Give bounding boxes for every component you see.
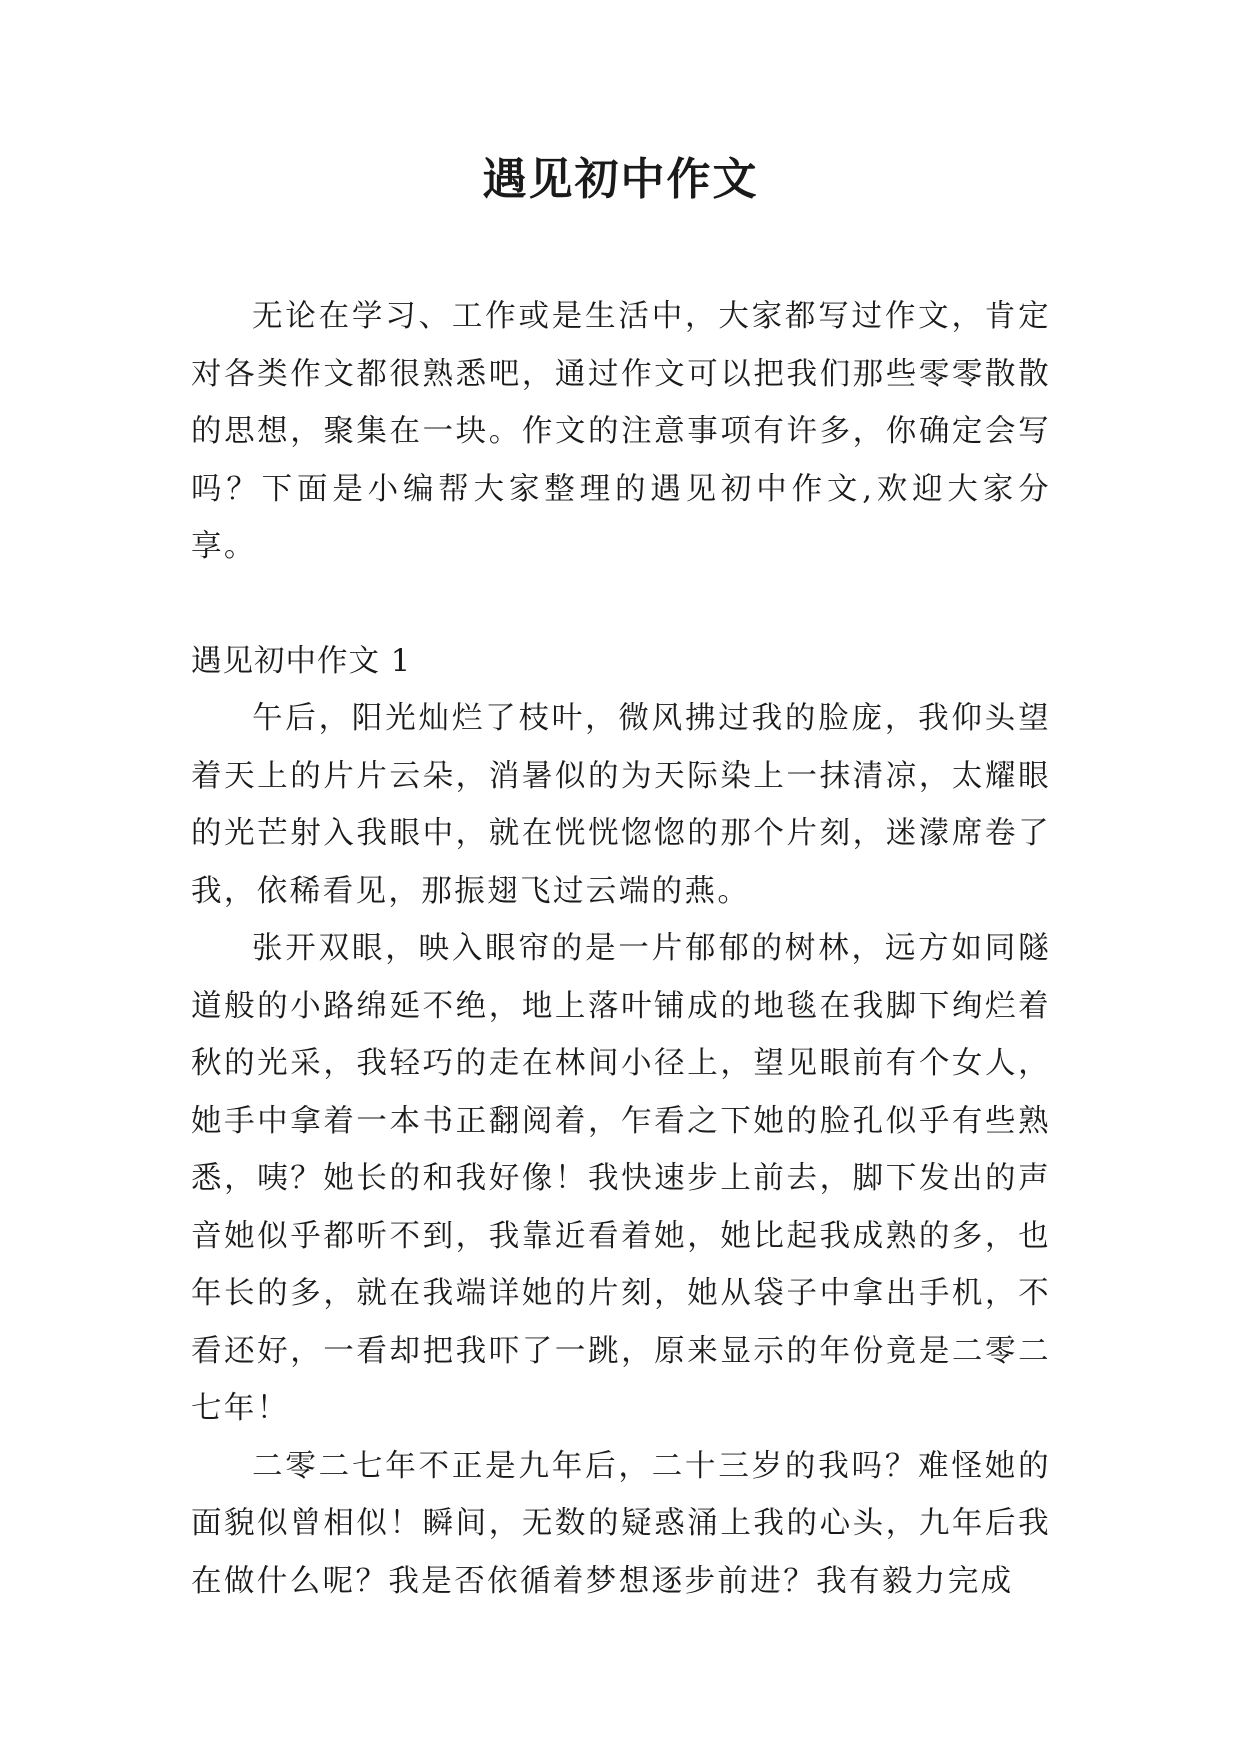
body-paragraph: 午后，阳光灿烂了枝叶，微风拂过我的脸庞，我仰头望着天上的片片云朵，消暑似的为天际染上一抹清凉，太耀眼的光芒射入我眼中，就在恍恍惚惚的那个片刻，迷濛席卷了我，依稀看见，那振翅飞过云端的燕。	[191, 701, 1051, 909]
document-body	[191, 288, 1051, 1610]
intro-paragraph: 无论在学习、工作或是生活中，大家都写过作文，肯定对各类作文都很熟悉吧，通过作文可以把我们那些零零散散的思想，聚集在一块。作文的注意事项有许多，你确定会写吗？下面是小编帮大家整理的遇见初中作文,欢迎大家分享。	[191, 299, 1051, 564]
section-heading: 遇见初中作文 1	[191, 643, 412, 679]
body-paragraph: 张开双眼，映入眼帘的是一片郁郁的树林，远方如同隧道般的小路绵延不绝，地上落叶铺成的地毯在我脚下绚烂着秋的光采，我轻巧的走在林间小径上，望见眼前有个女人，她手中拿着一本书正翻阅着，乍看之下她的脸孔似乎有些熟悉，咦？她长的和我好像！我快速步上前去，脚下发出的声音她似乎都听不到，我靠近看着她，她比起我成熟的多，也年长的多，就在我端详她的片刻，她从袋子中拿出手机，不看还好，一看却把我吓了一跳，原来显示的年份竟是二零二七年！	[191, 931, 1051, 1426]
essay-section	[191, 633, 1051, 1611]
body-paragraph: 二零二七年不正是九年后，二十三岁的我吗？难怪她的面貌似曾相似！瞬间，无数的疑惑涌上我的心头，九年后我在做什么呢？我是否依循着梦想逐步前进？我有毅力完成	[191, 1448, 1051, 1599]
document-title: 遇见初中作文	[482, 154, 759, 205]
